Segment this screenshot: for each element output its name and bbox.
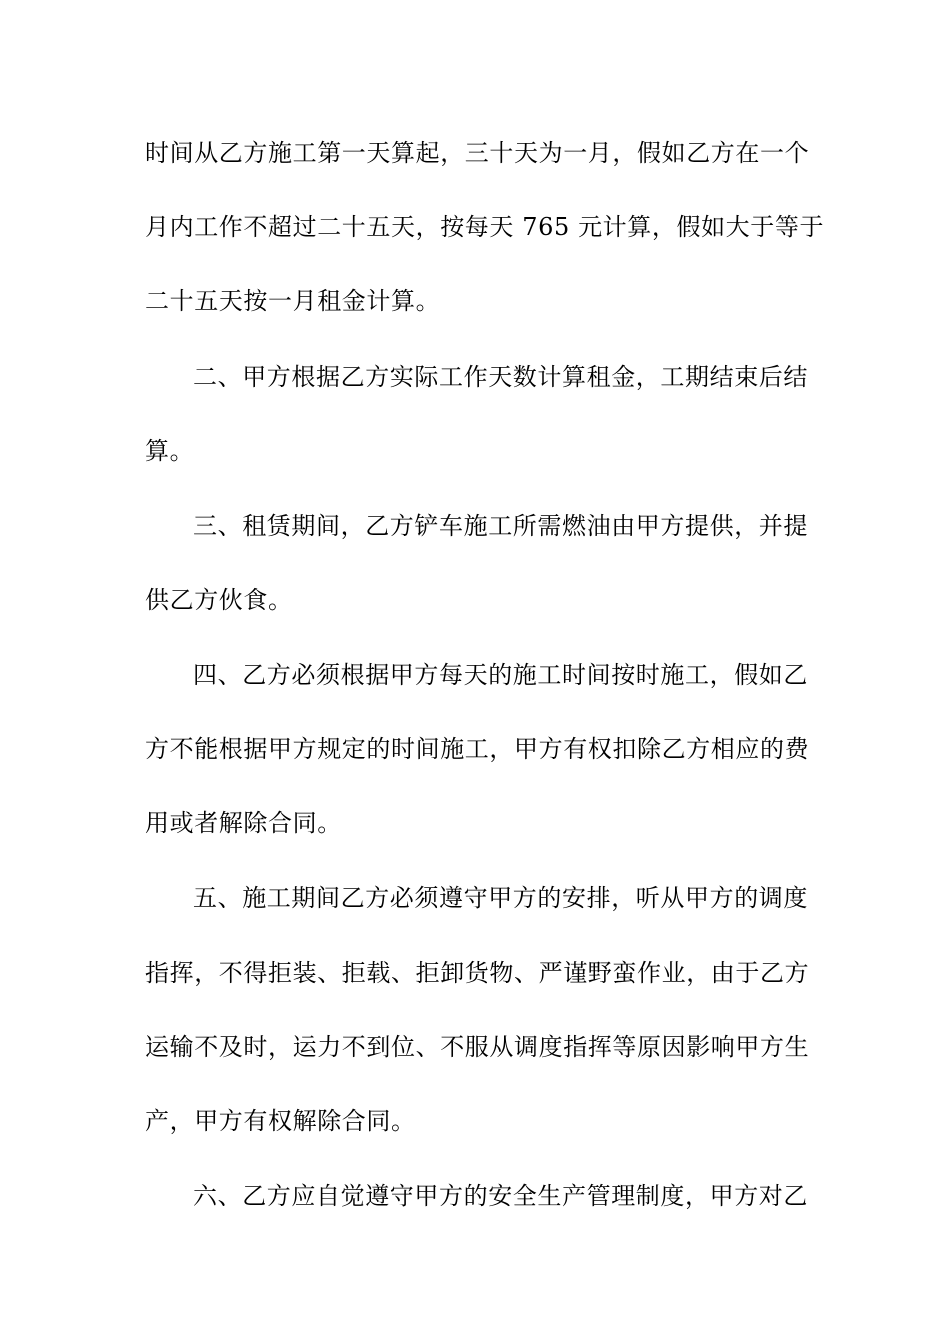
text-line: 二十五天按一月租金计算。 [145, 287, 441, 315]
text-line: 时间从乙方施工第一天算起，三十天为一月，假如乙方在一个 [145, 139, 810, 167]
paragraph-start-line: 六、乙方应自觉遵守甲方的安全生产管理制度，甲方对乙 [193, 1182, 808, 1210]
paragraph-start-line: 三、租赁期间，乙方铲车施工所需燃油由甲方提供，并提 [193, 512, 808, 540]
paragraph-start-line: 四、乙方必须根据甲方每天的施工时间按时施工，假如乙 [193, 661, 808, 689]
text-line: 供乙方伙食。 [145, 586, 293, 614]
text-line: 算。 [145, 437, 195, 465]
paragraph-start-line: 二、甲方根据乙方实际工作天数计算租金，工期结束后结 [193, 363, 808, 391]
text-line: 指挥，不得拒装、拒载、拒卸货物、严谨野蛮作业，由于乙方 [145, 959, 810, 987]
text-line: 产，甲方有权解除合同。 [145, 1107, 416, 1135]
text-line: 运输不及时，运力不到位、不服从调度指挥等原因影响甲方生 [145, 1033, 810, 1061]
text-line: 月内工作不超过二十五天，按每天 765 元计算，假如大于等于 [145, 213, 825, 241]
text-line: 方不能根据甲方规定的时间施工，甲方有权扣除乙方相应的费 [145, 735, 810, 763]
paragraph-start-line: 五、施工期间乙方必须遵守甲方的安排，听从甲方的调度 [193, 884, 808, 912]
text-line: 用或者解除合同。 [145, 809, 342, 837]
